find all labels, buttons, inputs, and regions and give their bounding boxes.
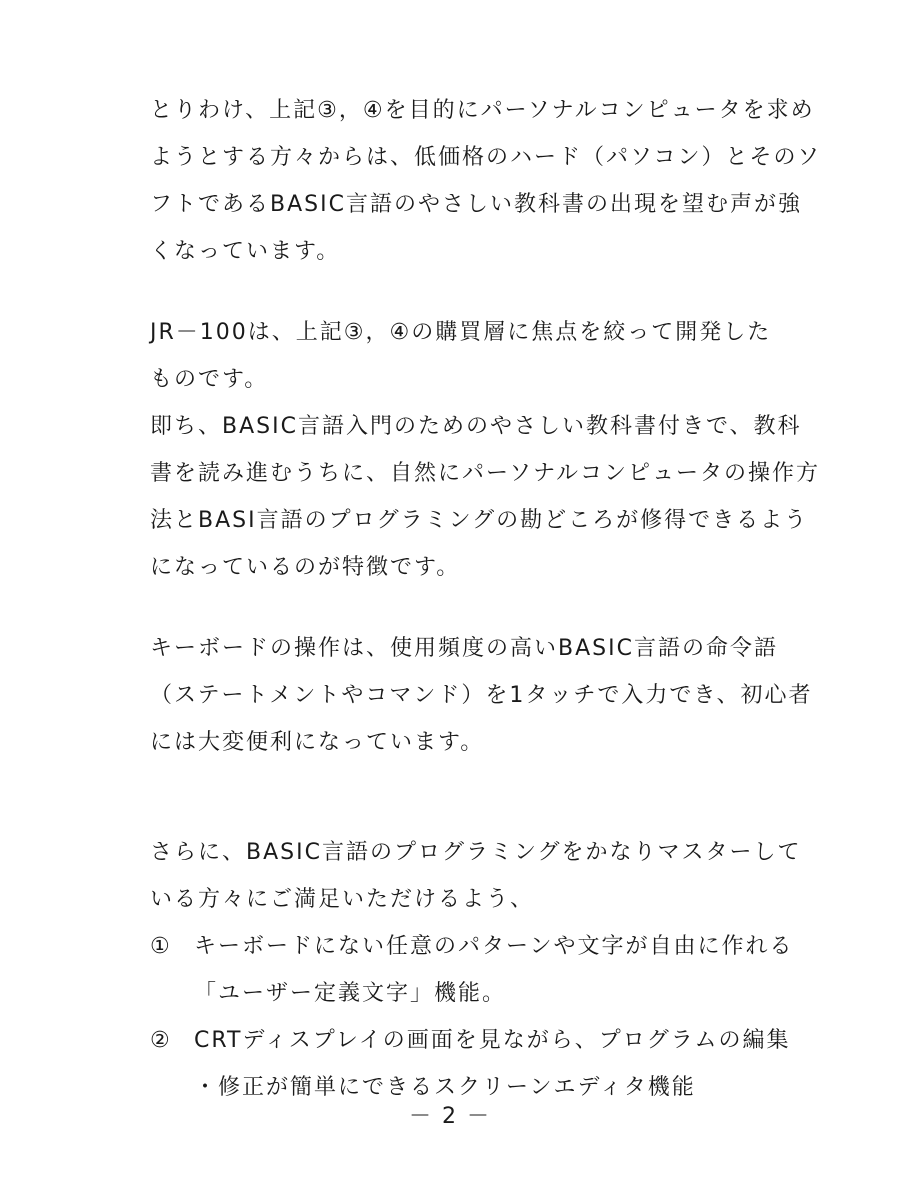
list-item-2: [150, 1026, 791, 1056]
paragraph-1-line-1: とりわけ、上記③，④を目的にパーソナルコンピュータを求め: [150, 98, 815, 123]
paragraph-2-line-6: になっているのが特徴です。: [150, 555, 461, 580]
paragraph-2-line-2: ものです。: [150, 367, 269, 392]
paragraph-1-line-4: くなっています。: [150, 239, 341, 264]
list-marker-1: ①: [150, 934, 172, 959]
list-marker-2: ②: [150, 1028, 172, 1053]
list-item-2-text: CRTディスプレイの画面を見ながら、プログラムの編集: [194, 1028, 791, 1053]
paragraph-2-line-3: 即ち、BASIC言語入門のためのやさしい教科書付きで、教科: [150, 414, 802, 439]
paragraph-2-line-4: 書を読み進むうちに、自然にパーソナルコンピュータの操作方: [150, 461, 821, 486]
paragraph-3-line-3: には大変便利になっています。: [150, 730, 485, 755]
list-item-1-text: キーボードにない任意のパターンや文字が自由に作れる: [194, 934, 794, 959]
list-item-2-continuation: ・修正が簡単にできるスクリーンエディタ機能: [194, 1075, 696, 1100]
paragraph-4-line-1: さらに、BASIC言語のプログラミングをかなりマスターして: [150, 840, 802, 865]
page-number: － 2 －: [409, 1104, 491, 1129]
paragraph-3-line-2: （ステートメントやコマンド）を1タッチで入力でき、初心者: [150, 683, 813, 708]
list-item-1: [150, 932, 794, 962]
paragraph-1-line-3: フトであるBASIC言語のやさしい教科書の出現を望む声が強: [150, 192, 802, 217]
paragraph-2-line-5: 法とBASI言語のプログラミングの勘どころが修得できるよう: [150, 508, 809, 533]
paragraph-1-line-2: ようとする方々からは、低価格のハード（パソコン）とそのソ: [150, 145, 822, 170]
paragraph-2-line-1: JR－100は、上記③，④の購買層に焦点を絞って開発した: [150, 320, 772, 345]
paragraph-4-line-2: いる方々にご満足いただけるよう、: [150, 887, 535, 912]
paragraph-3-line-1: キーボードの操作は、使用頻度の高いBASIC言語の命令語: [150, 636, 778, 661]
list-item-1-continuation: 「ユーザー定義文字」機能。: [194, 981, 507, 1006]
